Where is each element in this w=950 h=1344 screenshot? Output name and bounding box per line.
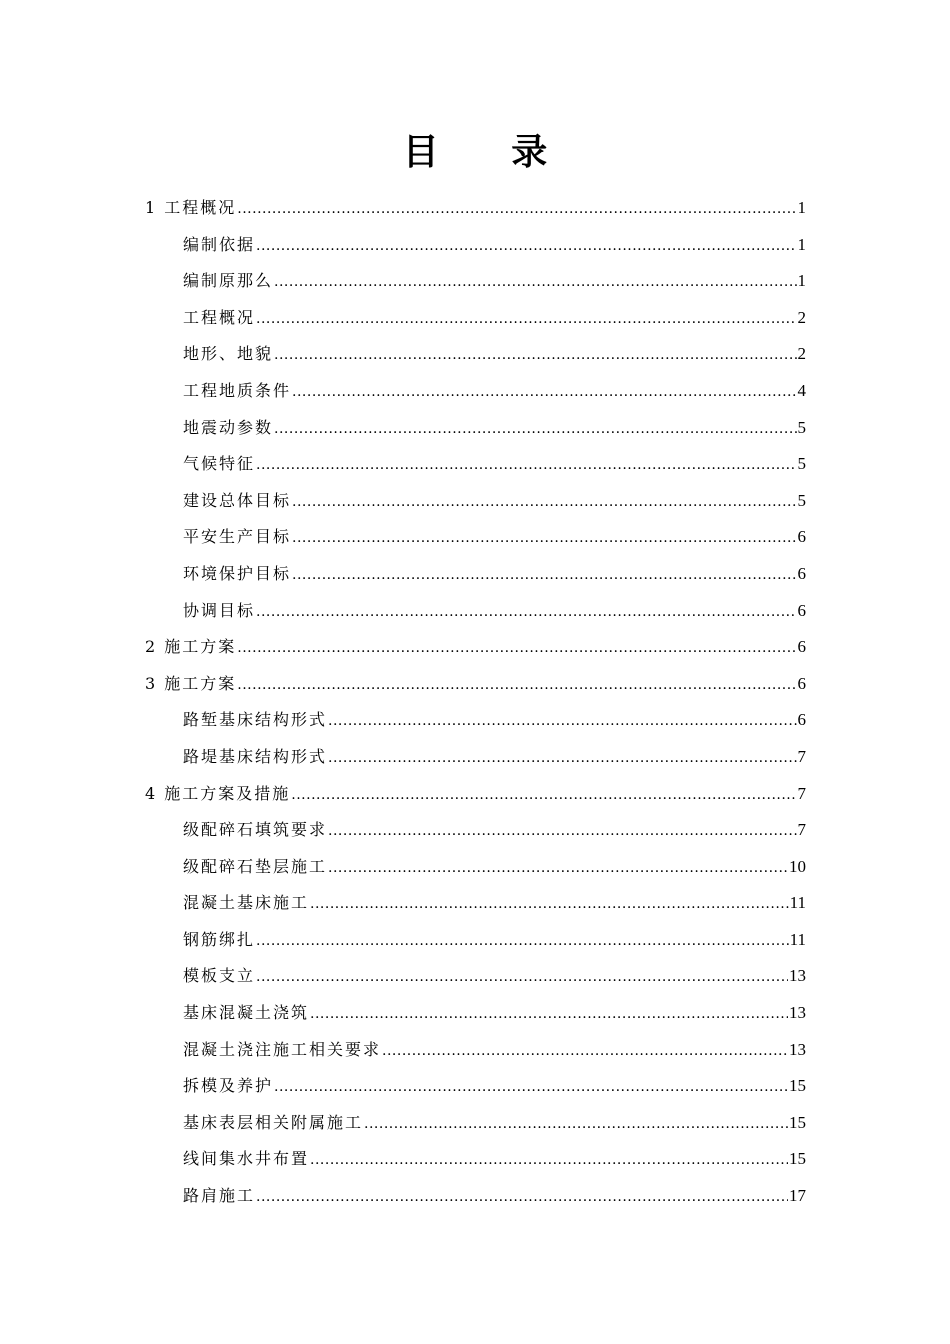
toc-dot-leader	[256, 447, 796, 484]
toc-entry[interactable]	[145, 1032, 806, 1069]
toc-dot-leader	[256, 228, 796, 265]
toc-entry-label: 编制依据	[183, 234, 256, 254]
toc-entry-label: 路堑基床结构形式	[183, 710, 328, 730]
toc-entry[interactable]	[145, 812, 806, 849]
toc-entry-label: 平安生产目标	[183, 527, 292, 547]
toc-entry-page-number: 10	[789, 856, 806, 876]
toc-entry[interactable]	[145, 446, 806, 483]
toc-entry-label: 气候特征	[183, 454, 256, 474]
toc-entry-page-number: 7	[797, 746, 806, 766]
toc-entry-page-number: 7	[797, 820, 806, 840]
toc-entry-label: 协调目标	[183, 600, 256, 620]
toc-dot-leader	[256, 959, 788, 996]
toc-dot-leader	[256, 594, 796, 631]
toc-entry[interactable]	[145, 995, 806, 1032]
toc-dot-leader	[310, 1142, 788, 1179]
toc-entry-page-number: 1	[797, 271, 806, 291]
toc-entry[interactable]	[145, 739, 806, 776]
toc-entry-label: 建设总体目标	[183, 490, 292, 510]
toc-entry-label: 线间集水井布置	[183, 1149, 310, 1169]
table-of-contents	[145, 190, 806, 1215]
toc-entry-label: 3 施工方案	[145, 673, 237, 693]
toc-entry[interactable]	[145, 666, 806, 703]
toc-dot-leader	[364, 1106, 788, 1143]
toc-entry-label: 环境保护目标	[183, 563, 292, 583]
toc-entry[interactable]	[145, 922, 806, 959]
toc-entry-label: 模板支立	[183, 966, 256, 986]
toc-entry-page-number: 6	[797, 710, 806, 730]
toc-entry-label: 编制原那么	[183, 271, 274, 291]
toc-dot-leader	[237, 191, 796, 228]
toc-entry-label: 钢筋绑扎	[183, 929, 256, 949]
toc-entry[interactable]	[145, 1141, 806, 1178]
toc-entry-label: 基床混凝土浇筑	[183, 1003, 310, 1023]
toc-entry-label: 混凝土基床施工	[183, 893, 310, 913]
toc-entry-label: 工程地质条件	[183, 380, 292, 400]
toc-entry-page-number: 5	[797, 454, 806, 474]
toc-entry[interactable]	[145, 190, 806, 227]
toc-dot-leader	[237, 667, 796, 704]
toc-dot-leader	[292, 484, 796, 521]
toc-entry-label: 级配碎石填筑要求	[183, 820, 328, 840]
toc-entry[interactable]	[145, 263, 806, 300]
toc-entry[interactable]	[145, 1178, 806, 1215]
toc-entry[interactable]	[145, 373, 806, 410]
toc-entry-label: 拆模及养护	[183, 1076, 274, 1096]
toc-entry-label: 地形、地貌	[183, 344, 274, 364]
toc-entry[interactable]	[145, 410, 806, 447]
toc-dot-leader	[328, 703, 796, 740]
toc-entry-label: 地震动参数	[183, 417, 274, 437]
toc-entry-page-number: 13	[789, 1039, 806, 1059]
toc-dot-leader	[328, 813, 796, 850]
toc-entry-page-number: 1	[797, 198, 806, 217]
toc-entry-page-number: 15	[789, 1112, 806, 1132]
toc-entry-page-number: 1	[797, 234, 806, 254]
toc-dot-leader	[274, 1069, 788, 1106]
toc-entry-label: 路堤基床结构形式	[183, 746, 328, 766]
toc-entry[interactable]	[145, 227, 806, 264]
toc-entry[interactable]	[145, 849, 806, 886]
toc-dot-leader	[292, 520, 796, 557]
toc-dot-leader	[237, 630, 796, 667]
toc-dot-leader	[256, 301, 796, 338]
toc-dot-leader	[274, 411, 796, 448]
toc-entry-page-number: 5	[797, 417, 806, 437]
toc-entry-page-number: 6	[797, 673, 806, 693]
toc-dot-leader	[292, 374, 796, 411]
toc-entry[interactable]	[145, 519, 806, 556]
toc-entry-label: 4 施工方案及措施	[145, 783, 291, 803]
toc-entry[interactable]	[145, 702, 806, 739]
toc-dot-leader	[292, 557, 796, 594]
toc-entry-page-number: 4	[797, 380, 806, 400]
toc-dot-leader	[256, 1179, 788, 1216]
toc-entry-label: 基床表层相关附属施工	[183, 1112, 364, 1132]
toc-entry[interactable]	[145, 593, 806, 630]
toc-entry-page-number: 15	[789, 1149, 806, 1169]
toc-entry-page-number: 13	[789, 966, 806, 986]
toc-entry-page-number: 11	[789, 893, 806, 913]
toc-dot-leader	[382, 1033, 788, 1070]
toc-dot-leader	[328, 740, 796, 777]
toc-entry[interactable]	[145, 776, 806, 813]
toc-entry-page-number: 6	[797, 563, 806, 583]
toc-dot-leader	[310, 996, 788, 1033]
toc-entry[interactable]	[145, 483, 806, 520]
toc-entry[interactable]	[145, 885, 806, 922]
toc-entry[interactable]	[145, 556, 806, 593]
toc-entry-label: 路肩施工	[183, 1186, 256, 1206]
toc-entry-page-number: 17	[789, 1186, 806, 1206]
toc-entry-page-number: 7	[797, 783, 806, 803]
toc-entry-page-number: 6	[797, 637, 806, 657]
toc-entry-page-number: 11	[789, 929, 806, 949]
toc-entry-page-number: 2	[797, 307, 806, 327]
toc-dot-leader	[328, 850, 788, 887]
toc-dot-leader	[310, 886, 789, 923]
toc-entry[interactable]	[145, 300, 806, 337]
toc-entry[interactable]	[145, 958, 806, 995]
toc-entry[interactable]	[145, 1105, 806, 1142]
toc-dot-leader	[274, 264, 796, 301]
toc-entry-page-number: 5	[797, 490, 806, 510]
toc-entry-label: 1 工程概况	[145, 198, 237, 217]
toc-entry-page-number: 2	[797, 344, 806, 364]
toc-entry-page-number: 6	[797, 527, 806, 547]
toc-dot-leader	[256, 923, 789, 960]
toc-entry[interactable]	[145, 336, 806, 373]
toc-entry-page-number: 15	[789, 1076, 806, 1096]
toc-entry-page-number: 13	[789, 1003, 806, 1023]
toc-entry-label: 级配碎石垫层施工	[183, 856, 328, 876]
toc-entry[interactable]	[145, 1068, 806, 1105]
toc-dot-leader	[274, 337, 796, 374]
toc-dot-leader	[291, 777, 796, 814]
toc-entry[interactable]	[145, 629, 806, 666]
toc-entry-label: 混凝土浇注施工相关要求	[183, 1039, 382, 1059]
toc-entry-page-number: 6	[797, 600, 806, 620]
page-title: 目 录	[402, 131, 578, 173]
toc-entry-label: 2 施工方案	[145, 637, 237, 657]
toc-entry-label: 工程概况	[183, 307, 256, 327]
